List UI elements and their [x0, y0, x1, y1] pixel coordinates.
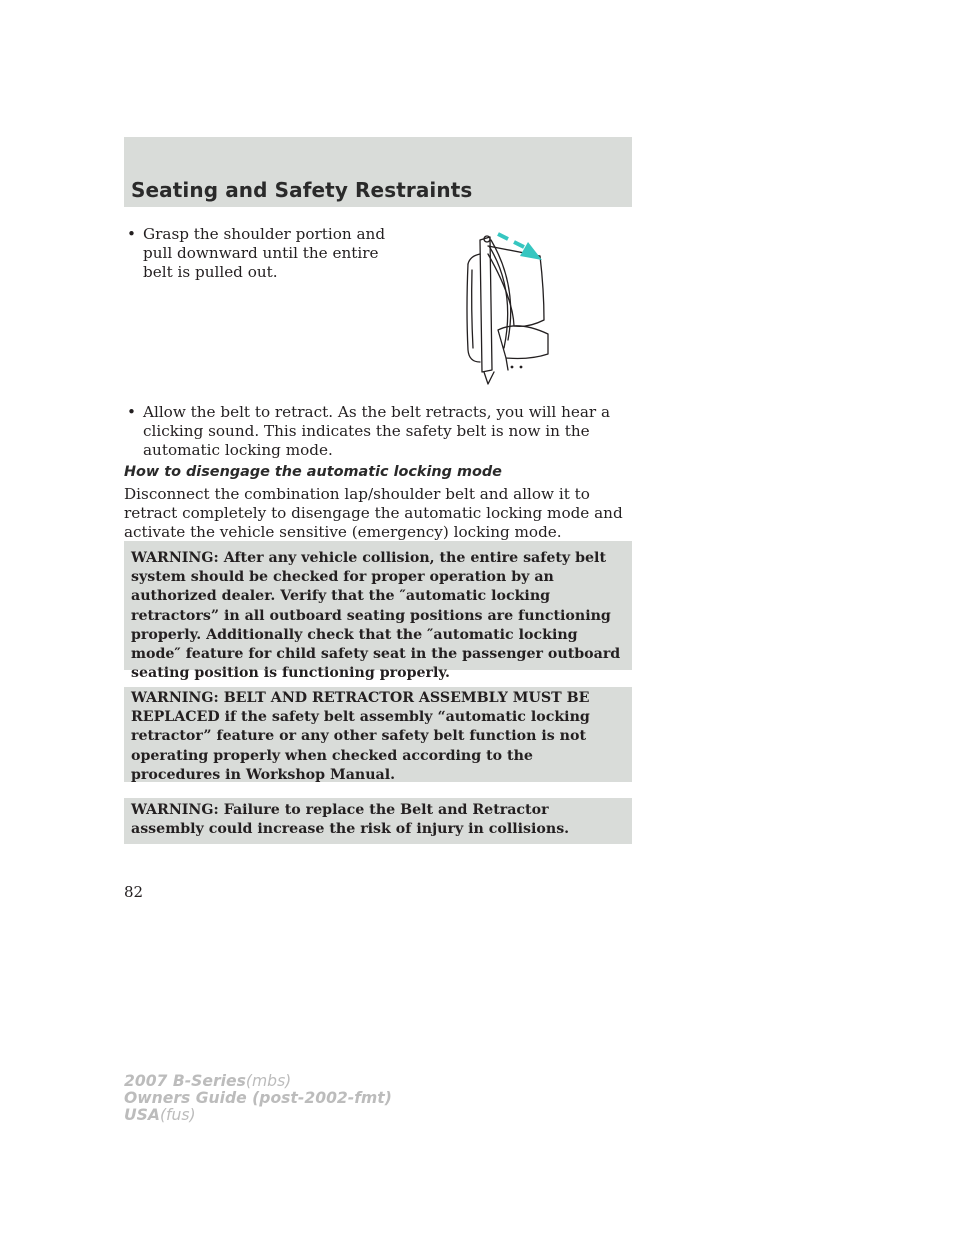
warning-text: WARNING: After any vehicle collision, the entire safety belt system should be checked for proper operation by an authorized dealer. Verify that the ″automatic locking retractors” in all outboard seating positions are functioning properly. Additionally check that the ″automatic locking mode″ feature for child safety seat in the passenger outboard seating position is functioning properly. [131, 550, 621, 682]
bullet-item [127, 225, 387, 282]
section-title: Seating and Safety Restraints [131, 178, 473, 202]
footer-market-code: (fus) [159, 1106, 196, 1124]
bullet-marker: • [127, 225, 136, 243]
footer [124, 1073, 392, 1124]
footer-guide: Owners Guide (post-2002-fmt) [124, 1089, 392, 1107]
footer-line [124, 1090, 392, 1107]
body-paragraph: Disconnect the combination lap/shoulder belt and allow it to retract completely to disengage the automatic locking mode and activate the vehicle sensitive (emergency) locking mode. [124, 485, 623, 541]
bullet-text: Allow the belt to retract. As the belt retracts, you will hear a clicking sound. This indicates the safety belt is now in the automatic locking mode. [143, 403, 611, 459]
warning-box [124, 541, 632, 682]
warning-text: WARNING: Failure to replace the Belt and Retractor assembly could increase the risk of injury in collisions. [131, 802, 570, 838]
footer-model-code: (mbs) [245, 1072, 292, 1090]
page-number: 82 [124, 883, 144, 901]
bullet-marker: • [127, 403, 136, 421]
warning-text: WARNING: BELT AND RETRACTOR ASSEMBLY MUST BE REPLACED if the safety belt assembly “automatic locking retractor” feature or any other safety belt function is not operating properly when checked according to the procedures in Workshop Manual. [131, 690, 590, 783]
footer-line [124, 1073, 392, 1090]
subheading: How to disengage the automatic locking mode [124, 464, 502, 480]
seat-belt-pull-illustration-icon [458, 220, 558, 390]
footer-line [124, 1107, 392, 1124]
warning-box [124, 687, 632, 782]
footer-model: 2007 B-Series [124, 1072, 246, 1090]
footer-market: USA [124, 1106, 160, 1124]
warning-box [124, 798, 632, 844]
bullet-text: Grasp the shoulder portion and pull downward until the entire belt is pulled out. [143, 225, 386, 281]
bullet-item [127, 403, 627, 460]
